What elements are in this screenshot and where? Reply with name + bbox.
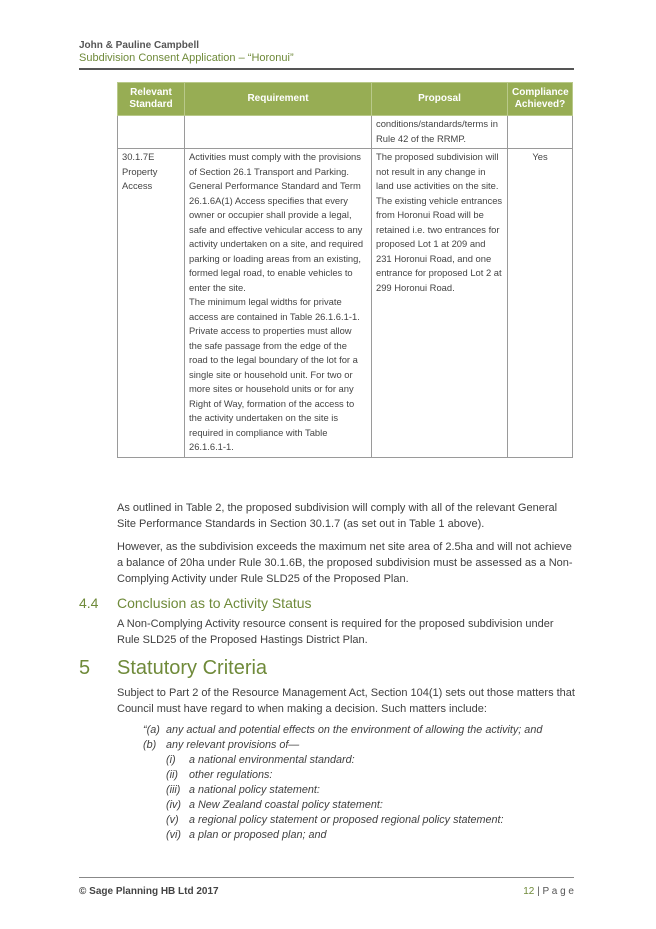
header-subtitle: Subdivision Consent Application – “Horonui”: [79, 52, 294, 64]
quote-item-label: (iii): [166, 784, 181, 796]
quote-item-label: (iv): [166, 799, 181, 811]
quote-item-text: a national policy statement:: [189, 784, 320, 796]
quote-item-text: other regulations:: [189, 769, 273, 781]
section-5-number: 5: [79, 657, 91, 679]
table-row: [118, 149, 573, 458]
col-header-proposal: Proposal: [372, 83, 508, 116]
page-label: | P a g e: [537, 886, 574, 897]
footer-divider: [79, 877, 574, 878]
quote-item-text: a regional policy statement or proposed regional policy statement:: [189, 814, 504, 826]
col-header-requirement: Requirement: [185, 83, 372, 116]
requirements-table: [117, 82, 573, 458]
requirement-text-1: Activities must comply with the provisions of Section 26.1 Transport and Parking.: [189, 151, 361, 177]
page-number: 12: [523, 886, 535, 897]
quote-label-b: (b): [143, 739, 157, 751]
footer-page: [523, 886, 574, 897]
quote-item-text: a national environmental standard:: [189, 754, 355, 766]
paragraph-non-complying: However, as the subdivision exceeds the maximum net site area of 2.5ha and will not achieve a balance of 20ha under Rule 30.1.6B, the proposed subdivision must be assessed as a Non-Complying Activity under Rule SLD25 of the Proposed Plan.: [117, 541, 573, 585]
paragraph-rma-intro: Subject to Part 2 of the Resource Management Act, Section 104(1) sets out those matters that Council must have regard to when making a decision. Such matters include:: [117, 687, 575, 715]
header-divider: [79, 68, 574, 70]
proposal-cell: The proposed subdivision will not result in any change in land use activities on the site. The existing vehicle entrances from Horonui Road will be retained i.e. two entrances for proposed Lot 1 at 209 and 231 Horonui Road, and one entrance for proposed Lot 2 at 299 Horonui Road.: [372, 149, 508, 458]
table-row: [118, 116, 573, 149]
quote-item-label: (i): [166, 754, 176, 766]
quote-item-text: a plan or proposed plan; and: [189, 829, 327, 841]
table-header-row: [118, 83, 573, 116]
col-header-compliance: Compliance Achieved?: [508, 83, 573, 116]
paragraph-table2-outline: As outlined in Table 2, the proposed subdivision will comply with all of the relevant General Site Performance Standards in Section 30.1.7 (as set out in Table 1 above).: [117, 502, 558, 530]
proposal-continued-cell: conditions/standards/terms in Rule 42 of the RRMP.: [372, 116, 508, 149]
quote-item-label: (vi): [166, 829, 181, 841]
quote-item-label: (ii): [166, 769, 178, 781]
requirement-cell: [185, 149, 372, 458]
section-4-4-title: Conclusion as to Activity Status: [117, 595, 312, 611]
standard-cell: 30.1.7E Property Access: [118, 149, 185, 458]
header-author: John & Pauline Campbell: [79, 40, 200, 51]
requirement-text-2: General Performance Standard and Term 26.1.6A(1) Access specifies that every owner or occupier shall provide a legal, safe and effective vehicular access to any activity undertaken on a site, and required parking or loading areas from an existing, formed legal road, to enable vehicles to enter the site.: [189, 180, 364, 293]
section-5-title: Statutory Criteria: [117, 657, 268, 679]
compliance-cell: Yes: [508, 149, 573, 458]
footer-copyright: © Sage Planning HB Ltd 2017: [79, 886, 219, 897]
requirement-text-3: The minimum legal widths for private access are contained in Table 26.1.6.1-1. Private access to properties must allow the safe passage from the edge of the road to the legal boundary of the lot for a single site or household unit. For two or more sites or household units or for any Right of Way, formation of the access to the activity undertaken on the site is required in compliance with Table 26.1.6.1-1.: [189, 296, 360, 452]
col-header-standard: Relevant Standard: [118, 83, 185, 116]
paragraph-consent-required: A Non-Complying Activity resource consent is required for the proposed subdivision under Rule SLD25 of the Proposed Hastings District Plan.: [117, 618, 554, 646]
quote-item-text: a New Zealand coastal policy statement:: [189, 799, 383, 811]
section-4-4-number: 4.4: [79, 595, 99, 611]
quote-text-b: any relevant provisions of—: [166, 739, 300, 751]
quote-label-a: “(a): [143, 724, 160, 736]
quote-item-label: (v): [166, 814, 179, 826]
quote-text-a: any actual and potential effects on the environment of allowing the activity; and: [166, 724, 543, 736]
